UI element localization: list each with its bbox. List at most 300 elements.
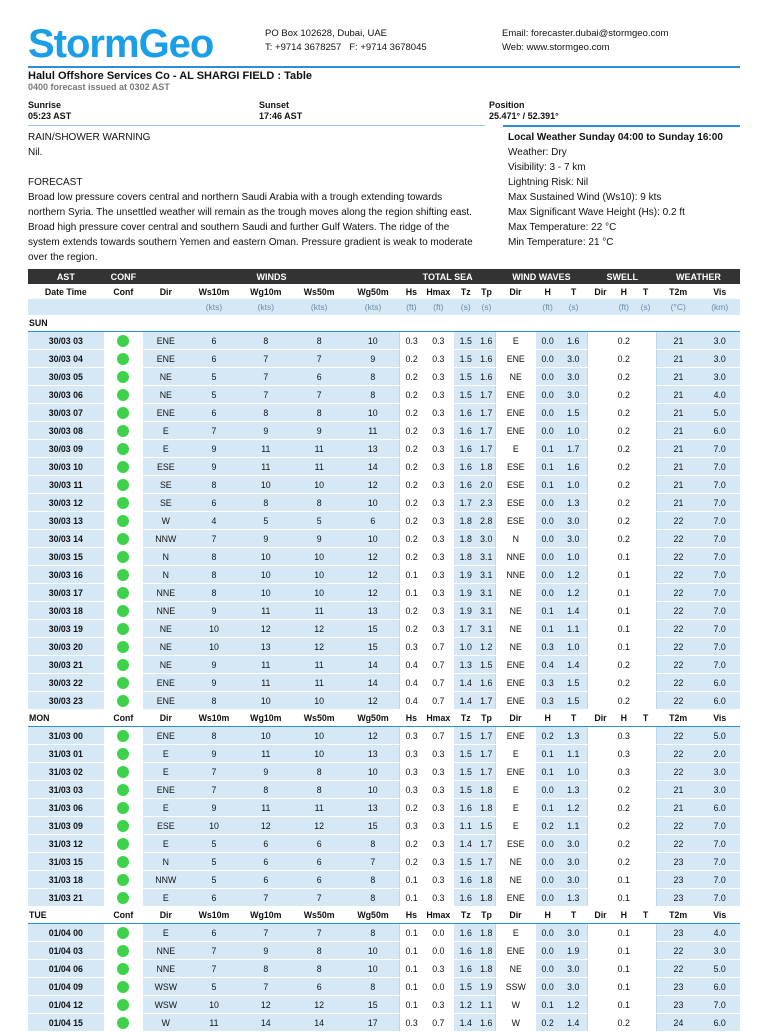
table-cell: 1.0 — [560, 548, 588, 566]
table-cell: 0.0 — [536, 386, 560, 404]
table-cell: 10 — [346, 781, 400, 799]
table-cell — [634, 386, 657, 404]
table-cell: W — [495, 996, 535, 1014]
table-row — [28, 602, 740, 620]
datetime-cell: 30/03 04 — [28, 350, 104, 368]
unit-cell — [104, 299, 143, 315]
table-cell: 0.3 — [423, 817, 454, 835]
table-cell — [588, 817, 614, 835]
day-column-header: Hmax — [423, 710, 454, 727]
table-cell: 0.2 — [400, 530, 423, 548]
table-cell: 7 — [189, 942, 240, 960]
unit-cell: (s) — [478, 299, 496, 315]
table-cell: 10 — [189, 817, 240, 835]
table-row — [28, 727, 740, 745]
column-header: Ws10m — [189, 284, 240, 299]
table-cell: 0.2 — [613, 368, 634, 386]
confidence-cell — [104, 422, 143, 440]
table-cell: 10 — [346, 332, 400, 350]
table-cell — [634, 817, 657, 835]
table-cell: 0.2 — [536, 1014, 560, 1032]
unit-cell: (°C) — [657, 299, 699, 315]
column-header: Hs — [400, 284, 423, 299]
day-header-row — [28, 710, 740, 727]
datetime-cell: 30/03 20 — [28, 638, 104, 656]
table-cell: 11 — [239, 656, 292, 674]
email-line[interactable]: Email: forecaster.dubai@stormgeo.com — [502, 28, 669, 39]
table-cell — [588, 871, 614, 889]
table-cell: E — [143, 799, 189, 817]
table-cell: 0.3 — [423, 996, 454, 1014]
table-cell: 10 — [292, 745, 346, 763]
table-cell: 0.0 — [536, 332, 560, 350]
table-cell: 9 — [189, 799, 240, 817]
confidence-indicator-icon — [117, 1017, 129, 1029]
table-cell — [634, 476, 657, 494]
datetime-cell: 01/04 06 — [28, 960, 104, 978]
table-cell: 7.0 — [699, 566, 740, 584]
day-column-header — [536, 315, 560, 332]
table-cell: 0.1 — [400, 960, 423, 978]
table-cell: 23 — [657, 871, 699, 889]
table-cell — [634, 422, 657, 440]
table-cell — [588, 512, 614, 530]
table-cell: 7.0 — [699, 584, 740, 602]
table-cell: 1.5 — [454, 763, 478, 781]
table-cell: 6 — [239, 853, 292, 871]
table-cell: 8 — [346, 835, 400, 853]
table-cell: 0.3 — [423, 799, 454, 817]
confidence-cell — [104, 566, 143, 584]
datetime-cell: 30/03 16 — [28, 566, 104, 584]
column-header: T — [560, 284, 588, 299]
table-cell: 5 — [189, 386, 240, 404]
table-cell: 5 — [189, 978, 240, 996]
table-cell — [588, 602, 614, 620]
table-cell: 7.0 — [699, 512, 740, 530]
table-cell: 21 — [657, 494, 699, 512]
datetime-cell: 30/03 13 — [28, 512, 104, 530]
confidence-cell — [104, 745, 143, 763]
table-cell: 7 — [239, 889, 292, 907]
table-cell: 22 — [657, 960, 699, 978]
table-cell: 0.1 — [613, 548, 634, 566]
day-column-header: Conf — [104, 710, 143, 727]
table-cell: 23 — [657, 996, 699, 1014]
table-cell: 0.2 — [613, 674, 634, 692]
day-column-header: T — [634, 907, 657, 924]
datetime-cell: 01/04 15 — [28, 1014, 104, 1032]
confidence-indicator-icon — [117, 802, 129, 814]
warning-text: Nil. — [28, 147, 43, 158]
table-cell: 9 — [189, 674, 240, 692]
table-cell: 23 — [657, 889, 699, 907]
table-row — [28, 674, 740, 692]
table-cell: 7.0 — [699, 835, 740, 853]
table-cell: ESE — [495, 835, 535, 853]
table-cell: 22 — [657, 656, 699, 674]
table-cell: 1.9 — [454, 584, 478, 602]
confidence-indicator-icon — [117, 641, 129, 653]
table-cell: ESE — [495, 458, 535, 476]
table-cell: 1.6 — [454, 799, 478, 817]
group-header: TOTAL SEA — [400, 269, 495, 284]
warning-heading: RAIN/SHOWER WARNING — [28, 132, 151, 143]
table-cell: 0.1 — [536, 996, 560, 1014]
table-cell: 0.0 — [536, 871, 560, 889]
table-cell: ENE — [495, 350, 535, 368]
day-column-header — [478, 315, 496, 332]
table-cell: 0.1 — [613, 566, 634, 584]
table-cell: 0.3 — [400, 1014, 423, 1032]
confidence-indicator-icon — [117, 353, 129, 365]
report-title: Halul Offshore Services Co - AL SHARGI FIELD : Table — [28, 70, 313, 82]
datetime-cell: 31/03 15 — [28, 853, 104, 871]
unit-cell — [28, 299, 104, 315]
confidence-indicator-icon — [117, 425, 129, 437]
table-row — [28, 440, 740, 458]
day-column-header: Conf — [104, 907, 143, 924]
confidence-indicator-icon — [117, 659, 129, 671]
table-cell: 6 — [239, 871, 292, 889]
table-cell: 13 — [239, 638, 292, 656]
table-cell — [588, 745, 614, 763]
table-cell: 8 — [292, 763, 346, 781]
table-cell — [588, 853, 614, 871]
position-label: Position — [489, 100, 525, 110]
table-cell: 1.5 — [560, 692, 588, 710]
table-cell: 1.7 — [560, 440, 588, 458]
datetime-cell: 01/04 00 — [28, 924, 104, 942]
day-column-header — [495, 315, 535, 332]
table-cell: 11 — [239, 458, 292, 476]
table-cell: 1.5 — [454, 781, 478, 799]
table-cell: NE — [495, 853, 535, 871]
table-cell: 11 — [239, 799, 292, 817]
table-cell: 0.2 — [613, 440, 634, 458]
table-cell: ENE — [495, 674, 535, 692]
position-block — [489, 100, 559, 122]
table-cell: 1.4 — [560, 656, 588, 674]
table-cell: 14 — [346, 656, 400, 674]
table-cell: 21 — [657, 350, 699, 368]
table-cell: 8 — [292, 942, 346, 960]
table-cell: 22 — [657, 727, 699, 745]
table-row — [28, 332, 740, 350]
day-column-header: T — [634, 710, 657, 727]
table-cell: 7 — [346, 853, 400, 871]
header-divider — [28, 66, 740, 68]
table-cell: 10 — [292, 727, 346, 745]
address-block — [265, 27, 427, 55]
datetime-cell: 31/03 12 — [28, 835, 104, 853]
table-cell: 0.3 — [613, 745, 634, 763]
table-cell: 0.0 — [536, 889, 560, 907]
table-cell — [634, 332, 657, 350]
table-cell: 0.3 — [400, 332, 423, 350]
day-column-header: H — [536, 710, 560, 727]
table-cell: NNE — [143, 584, 189, 602]
phone-line: T: +9714 3678257 F: +9714 3678045 — [265, 42, 427, 53]
table-cell: 1.8 — [478, 942, 496, 960]
unit-cell: (ft) — [536, 299, 560, 315]
day-column-header — [613, 315, 634, 332]
table-cell: 1.7 — [478, 422, 496, 440]
table-cell: 14 — [292, 1014, 346, 1032]
day-column-header: Dir — [588, 907, 614, 924]
table-cell: NNE — [495, 566, 535, 584]
table-cell: 0.1 — [536, 620, 560, 638]
table-cell: WSW — [143, 978, 189, 996]
sunset-value: 17:46 AST — [259, 111, 303, 121]
table-cell: 12 — [346, 692, 400, 710]
confidence-indicator-icon — [117, 784, 129, 796]
table-cell — [588, 368, 614, 386]
table-row — [28, 548, 740, 566]
table-row — [28, 350, 740, 368]
table-cell: 0.2 — [400, 799, 423, 817]
table-cell: 0.2 — [400, 368, 423, 386]
datetime-cell: 30/03 10 — [28, 458, 104, 476]
column-header: Vis — [699, 284, 740, 299]
table-cell: 22 — [657, 942, 699, 960]
day-column-header — [292, 315, 346, 332]
table-cell: 0.1 — [536, 440, 560, 458]
table-cell: 21 — [657, 368, 699, 386]
table-cell: 1.3 — [560, 781, 588, 799]
table-cell — [588, 763, 614, 781]
table-cell: 0.2 — [613, 350, 634, 368]
day-column-header: Dir — [495, 710, 535, 727]
table-cell: ENE — [495, 692, 535, 710]
table-cell: 8 — [346, 386, 400, 404]
table-cell: 1.8 — [478, 871, 496, 889]
table-cell: 0.2 — [536, 727, 560, 745]
table-cell — [588, 692, 614, 710]
day-column-header: Ws50m — [292, 710, 346, 727]
table-cell: 0.4 — [400, 674, 423, 692]
datetime-cell: 01/04 09 — [28, 978, 104, 996]
table-cell: 6 — [189, 889, 240, 907]
confidence-cell — [104, 350, 143, 368]
table-cell: NE — [495, 960, 535, 978]
table-row — [28, 817, 740, 835]
table-cell: 0.0 — [536, 566, 560, 584]
day-column-header: Wg10m — [239, 710, 292, 727]
unit-cell: (s) — [560, 299, 588, 315]
day-column-header: Dir — [143, 907, 189, 924]
table-cell: 11 — [239, 674, 292, 692]
local-weather-divider — [503, 125, 740, 127]
table-cell: 0.2 — [536, 817, 560, 835]
table-row — [28, 386, 740, 404]
table-cell — [634, 620, 657, 638]
table-row — [28, 924, 740, 942]
table-cell: 3.0 — [560, 924, 588, 942]
day-column-header: Vis — [699, 710, 740, 727]
datetime-cell: 31/03 21 — [28, 889, 104, 907]
table-cell: 12 — [292, 817, 346, 835]
local-weather-line: Lightning Risk: Nil — [508, 177, 589, 188]
table-row — [28, 692, 740, 710]
table-cell: 7 — [189, 763, 240, 781]
table-cell: 22 — [657, 602, 699, 620]
web-line[interactable]: Web: www.stormgeo.com — [502, 42, 610, 53]
table-cell: 10 — [292, 548, 346, 566]
table-cell: 0.1 — [536, 602, 560, 620]
table-cell: 1.5 — [560, 404, 588, 422]
table-cell: 1.2 — [560, 799, 588, 817]
table-cell: 1.6 — [454, 476, 478, 494]
table-cell: W — [143, 512, 189, 530]
table-row — [28, 871, 740, 889]
table-cell: ENE — [143, 781, 189, 799]
table-cell: 12 — [292, 620, 346, 638]
confidence-indicator-icon — [117, 335, 129, 347]
table-cell: N — [143, 853, 189, 871]
table-cell: 8 — [292, 960, 346, 978]
unit-cell: (s) — [634, 299, 657, 315]
table-cell: 13 — [346, 602, 400, 620]
column-header: Wg10m — [239, 284, 292, 299]
table-cell: 10 — [189, 996, 240, 1014]
confidence-cell — [104, 763, 143, 781]
table-cell: 1.7 — [478, 440, 496, 458]
table-cell: 12 — [292, 996, 346, 1014]
table-cell: 8 — [346, 871, 400, 889]
datetime-cell: 31/03 03 — [28, 781, 104, 799]
confidence-cell — [104, 530, 143, 548]
table-cell: 1.8 — [478, 960, 496, 978]
table-cell — [588, 781, 614, 799]
table-row — [28, 745, 740, 763]
confidence-cell — [104, 584, 143, 602]
confidence-cell — [104, 942, 143, 960]
table-cell: 13 — [346, 745, 400, 763]
day-column-header: Dir — [588, 710, 614, 727]
table-cell — [588, 889, 614, 907]
position-value: 25.471° / 52.391° — [489, 111, 559, 121]
table-cell: ENE — [143, 350, 189, 368]
table-cell: 11 — [189, 1014, 240, 1032]
table-cell: 22 — [657, 584, 699, 602]
confidence-indicator-icon — [117, 874, 129, 886]
table-cell: NNE — [143, 602, 189, 620]
table-cell: 7 — [239, 924, 292, 942]
table-cell — [588, 674, 614, 692]
datetime-cell: 31/03 02 — [28, 763, 104, 781]
table-cell: 8 — [346, 978, 400, 996]
table-cell: 0.1 — [613, 602, 634, 620]
table-row — [28, 781, 740, 799]
datetime-cell: 30/03 12 — [28, 494, 104, 512]
table-row — [28, 853, 740, 871]
table-cell: E — [495, 440, 535, 458]
table-cell: 8 — [189, 476, 240, 494]
table-cell: W — [495, 1014, 535, 1032]
table-cell: 23 — [657, 853, 699, 871]
table-cell: 1.6 — [454, 942, 478, 960]
table-cell: 10 — [292, 476, 346, 494]
table-cell: 15 — [346, 638, 400, 656]
table-cell: 1.6 — [454, 440, 478, 458]
day-column-header: H — [613, 710, 634, 727]
table-cell: 0.0 — [536, 835, 560, 853]
table-cell: 8 — [346, 368, 400, 386]
table-cell: 1.8 — [478, 924, 496, 942]
local-weather-line: Max Significant Wave Height (Hs): 0.2 ft — [508, 207, 685, 218]
table-cell: 0.3 — [400, 727, 423, 745]
table-cell — [634, 566, 657, 584]
day-column-header: Wg50m — [346, 907, 400, 924]
table-cell: 8 — [239, 781, 292, 799]
column-group-row — [28, 269, 740, 284]
confidence-indicator-icon — [117, 623, 129, 635]
table-cell: 0.3 — [423, 745, 454, 763]
table-cell: 3.1 — [478, 620, 496, 638]
table-cell: 3.0 — [560, 835, 588, 853]
confidence-cell — [104, 512, 143, 530]
datetime-cell: 31/03 18 — [28, 871, 104, 889]
table-cell — [634, 530, 657, 548]
sunset-label: Sunset — [259, 100, 290, 110]
table-cell: 0.0 — [423, 924, 454, 942]
table-cell: 0.3 — [423, 476, 454, 494]
table-cell: 0.3 — [536, 692, 560, 710]
table-cell: 6 — [189, 404, 240, 422]
day-column-header — [657, 315, 699, 332]
table-cell: 0.1 — [613, 978, 634, 996]
table-cell: 0.3 — [423, 584, 454, 602]
table-cell: 1.4 — [560, 1014, 588, 1032]
table-cell: E — [495, 924, 535, 942]
table-cell: 0.3 — [423, 960, 454, 978]
confidence-indicator-icon — [117, 443, 129, 455]
table-cell: 11 — [292, 674, 346, 692]
column-header: H — [536, 284, 560, 299]
confidence-cell — [104, 440, 143, 458]
table-cell: 1.7 — [478, 853, 496, 871]
table-cell: 0.1 — [536, 745, 560, 763]
day-column-header — [143, 315, 189, 332]
table-cell: 0.3 — [613, 727, 634, 745]
column-header: H — [613, 284, 634, 299]
table-cell: ESE — [495, 476, 535, 494]
table-cell: 1.7 — [478, 835, 496, 853]
table-cell: 9 — [189, 440, 240, 458]
table-cell: ENE — [495, 422, 535, 440]
table-cell: 6 — [346, 512, 400, 530]
table-cell: 3.0 — [560, 386, 588, 404]
table-cell: ENE — [495, 727, 535, 745]
confidence-indicator-icon — [117, 605, 129, 617]
table-cell: NE — [143, 638, 189, 656]
table-cell: 1.7 — [454, 494, 478, 512]
table-cell: 22 — [657, 817, 699, 835]
table-cell: 3.0 — [560, 368, 588, 386]
local-weather-heading: Local Weather Sunday 04:00 to Sunday 16:00 — [508, 132, 723, 143]
table-cell: 0.1 — [613, 584, 634, 602]
table-cell: 10 — [239, 727, 292, 745]
day-column-header: Ws10m — [189, 710, 240, 727]
table-cell: 0.3 — [423, 763, 454, 781]
table-cell — [588, 942, 614, 960]
table-cell: 3.0 — [699, 332, 740, 350]
table-cell — [634, 512, 657, 530]
table-cell: 7.0 — [699, 638, 740, 656]
table-cell: E — [143, 422, 189, 440]
sunrise-label: Sunrise — [28, 100, 62, 110]
